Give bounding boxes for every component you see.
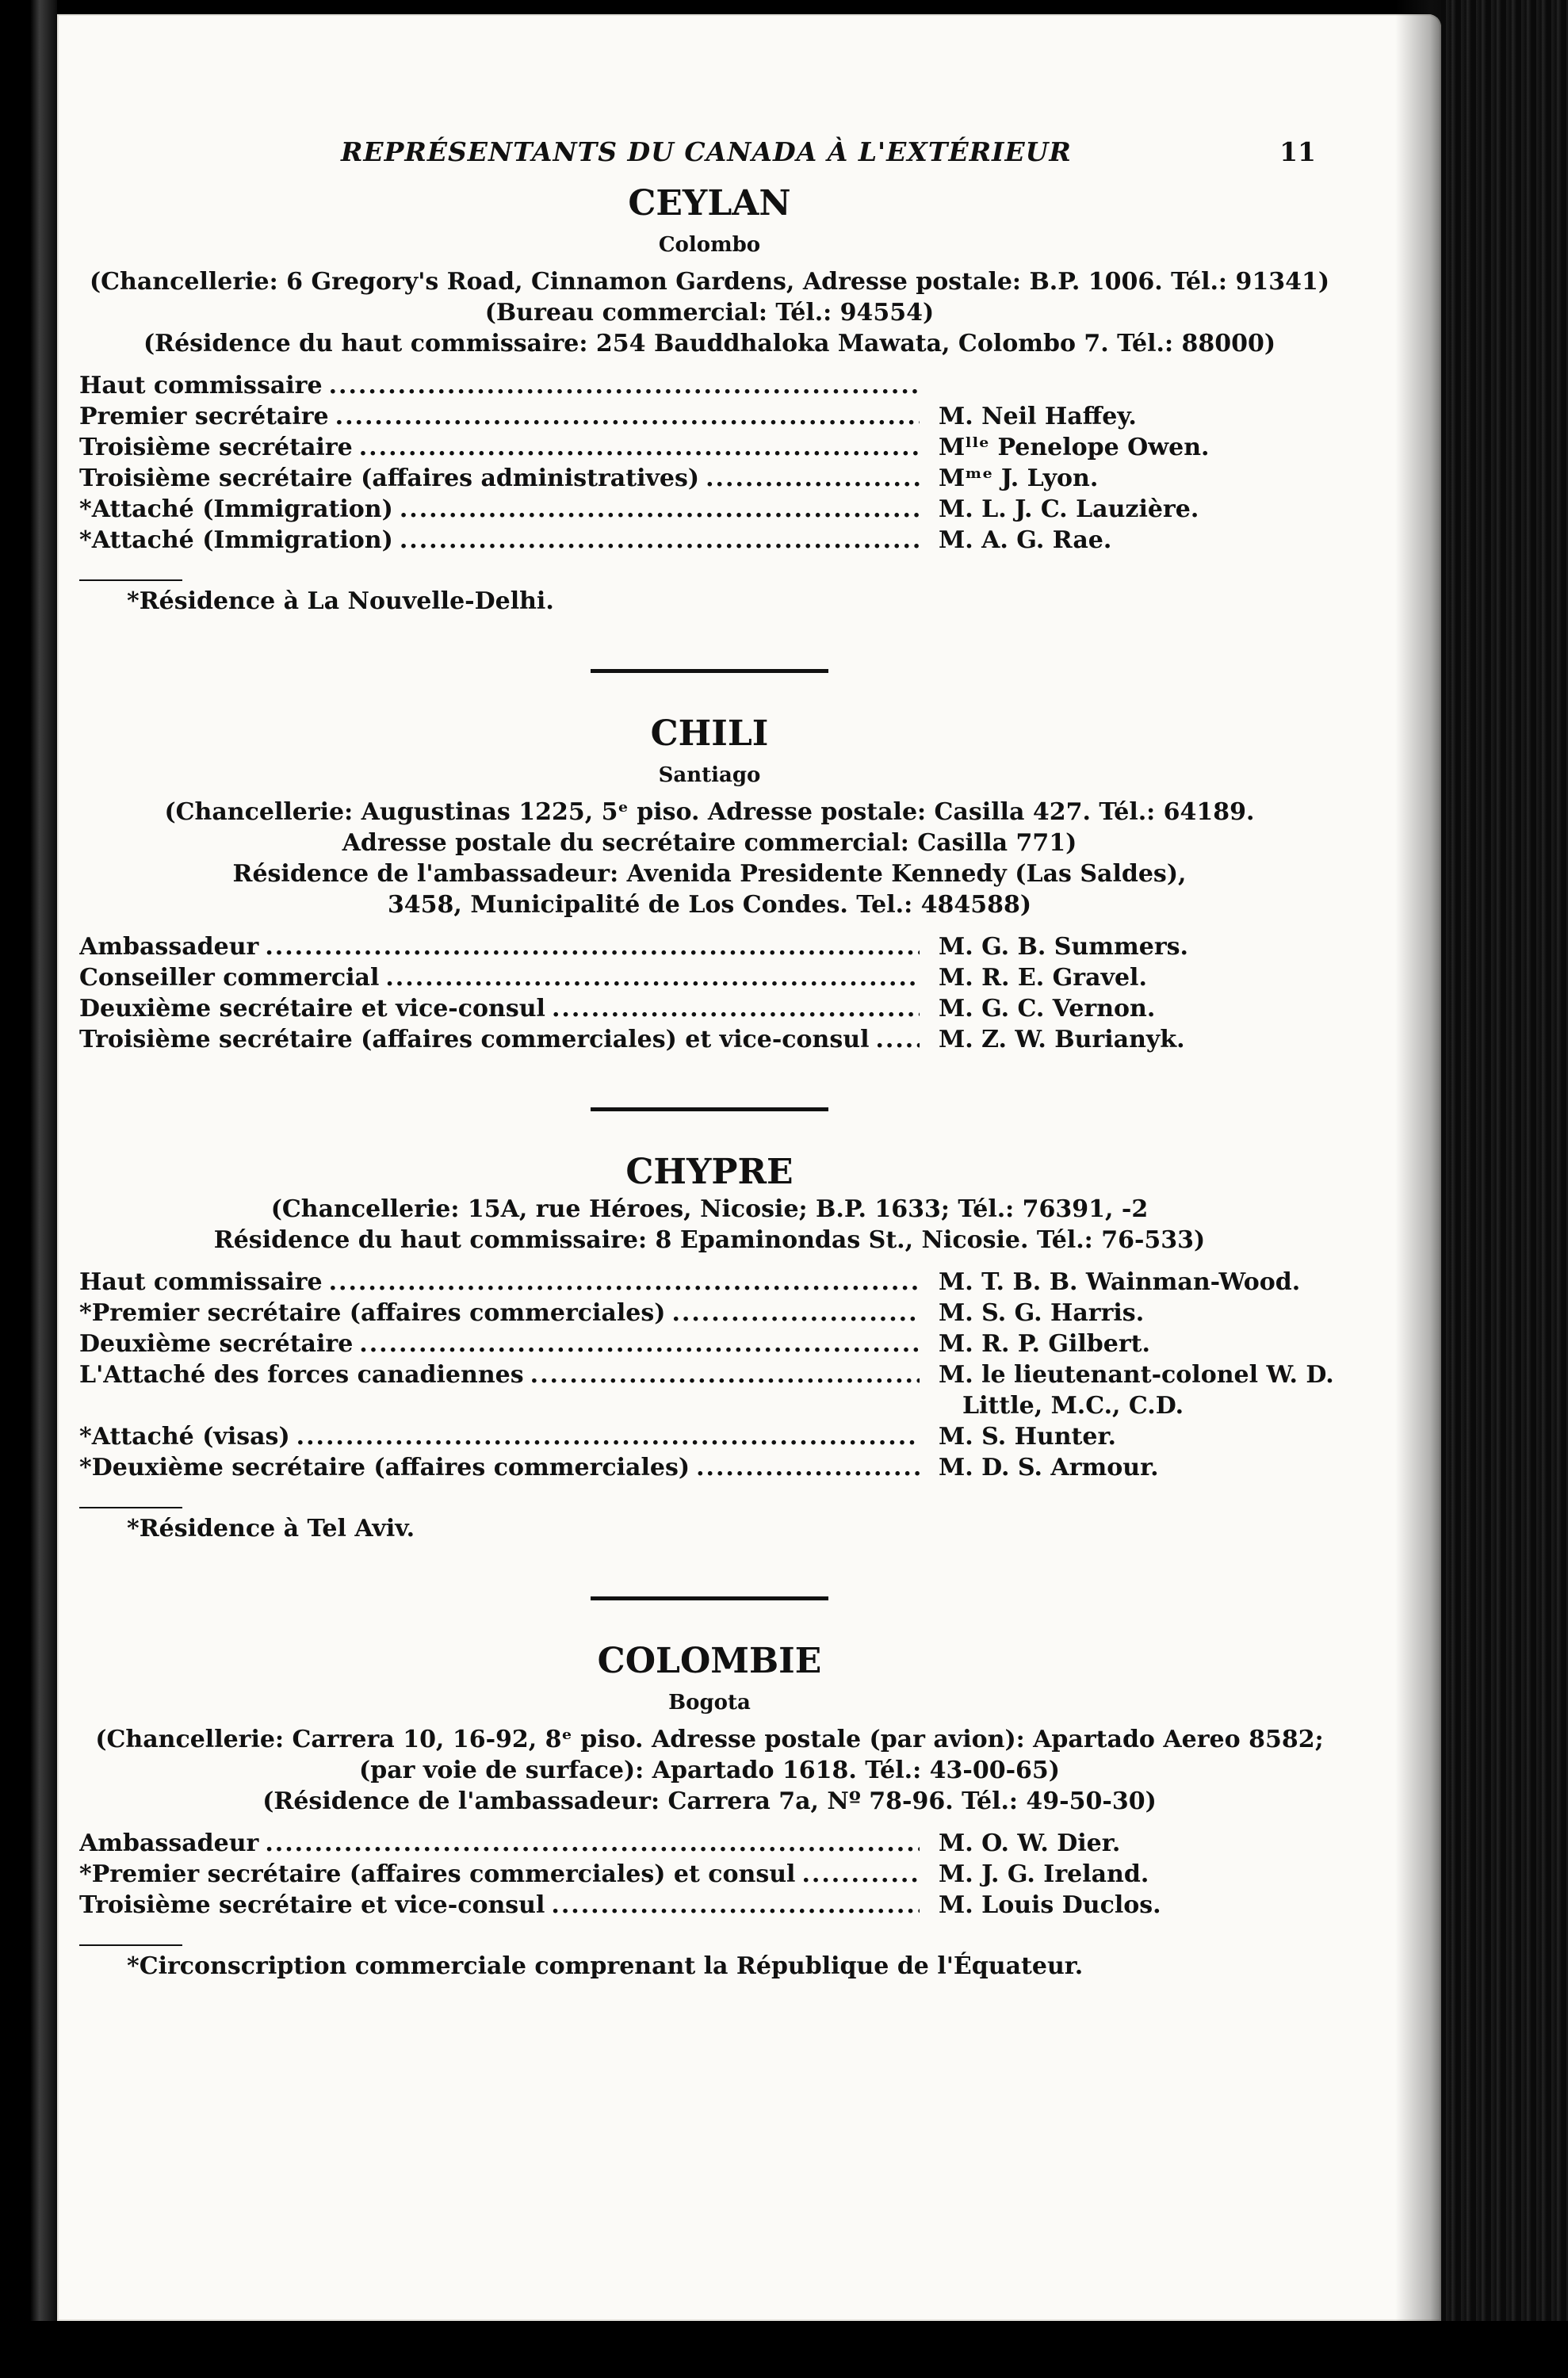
staff-row bbox=[79, 1859, 1340, 1890]
dot-leader bbox=[393, 494, 920, 525]
footnote-rule bbox=[79, 1507, 182, 1508]
staff-row bbox=[79, 993, 1340, 1024]
dot-leader bbox=[869, 1024, 920, 1055]
staff-title: Troisième secrétaire bbox=[79, 434, 353, 461]
staff-name: M. A. G. Rae. bbox=[939, 526, 1112, 554]
section-separator-rule bbox=[591, 669, 828, 673]
staff-name-cell bbox=[920, 1359, 1334, 1421]
staff-name-cell bbox=[920, 1421, 1116, 1452]
staff-name-cell bbox=[920, 525, 1111, 556]
staff-name-cell bbox=[920, 993, 1155, 1024]
footnote: *Résidence à Tel Aviv. bbox=[127, 1515, 415, 1543]
staff-title: Troisième secrétaire (affaires administratives) bbox=[79, 465, 700, 492]
staff-title-cell bbox=[79, 401, 920, 432]
staff-name: M. R. E. Gravel. bbox=[939, 964, 1147, 992]
staff-name-cell bbox=[920, 1890, 1161, 1921]
dot-leader bbox=[690, 1452, 920, 1483]
dot-leader bbox=[795, 1859, 920, 1890]
staff-title-cell bbox=[79, 370, 920, 401]
city-name: Bogota bbox=[668, 1691, 751, 1715]
country-heading: CHILI bbox=[650, 713, 769, 754]
address-line: 3458, Municipalité de Los Condes. Tel.: 484588) bbox=[387, 891, 1032, 919]
staff-row bbox=[79, 1452, 1340, 1483]
staff-name: M. J. G. Ireland. bbox=[939, 1860, 1149, 1888]
staff-name: M. L. J. C. Lauzière. bbox=[939, 495, 1199, 523]
city-name: Colombo bbox=[658, 233, 761, 257]
staff-name-cell bbox=[920, 463, 1098, 494]
staff-name-cell bbox=[920, 401, 1137, 432]
staff-name: M. R. P. Gilbert. bbox=[939, 1330, 1150, 1358]
staff-row bbox=[79, 1024, 1340, 1055]
dot-leader bbox=[524, 1359, 920, 1390]
address-line: (par voie de surface): Apartado 1618. Tél.: 43-00-65) bbox=[359, 1757, 1060, 1784]
staff-title-cell bbox=[79, 1329, 920, 1359]
staff-title: *Attaché (visas) bbox=[79, 1423, 290, 1451]
country-heading: COLOMBIE bbox=[597, 1641, 822, 1681]
staff-name: M. O. W. Dier. bbox=[939, 1829, 1121, 1857]
staff-name: M. Louis Duclos. bbox=[939, 1891, 1161, 1919]
address-line: Résidence de l'ambassadeur: Avenida Presidente Kennedy (Las Saldes), bbox=[232, 860, 1187, 888]
footnote-rule bbox=[79, 1944, 182, 1946]
staff-title: Haut commissaire bbox=[79, 372, 323, 400]
dot-leader bbox=[258, 931, 920, 962]
staff-row bbox=[79, 1890, 1340, 1921]
staff-row bbox=[79, 1421, 1340, 1452]
address-line: (Chancellerie: 6 Gregory's Road, Cinnamon Gardens, Adresse postale: B.P. 1006. Tél.: 91341) bbox=[89, 268, 1330, 296]
staff-list bbox=[79, 1828, 1340, 1921]
staff-list bbox=[79, 1267, 1340, 1483]
dot-leader bbox=[665, 1298, 920, 1329]
staff-title: Deuxième secrétaire bbox=[79, 1330, 354, 1358]
staff-title: Troisième secrétaire (affaires commerciales) et vice-consul bbox=[79, 1026, 870, 1053]
staff-list bbox=[79, 370, 1340, 556]
staff-row bbox=[79, 962, 1340, 993]
staff-name-continued: Little, M.C., C.D. bbox=[962, 1392, 1184, 1420]
dot-leader bbox=[323, 1267, 920, 1298]
staff-title: Conseiller commercial bbox=[79, 964, 380, 992]
staff-name-cell bbox=[920, 1267, 1300, 1298]
staff-row bbox=[79, 432, 1340, 463]
country-heading: CEYLAN bbox=[628, 183, 791, 224]
address-line: (Chancellerie: 15A, rue Héroes, Nicosie; B.P. 1633; Tél.: 76391, -2 bbox=[270, 1195, 1149, 1223]
country-section bbox=[79, 182, 1340, 617]
staff-title: Premier secrétaire bbox=[79, 403, 329, 430]
staff-row bbox=[79, 370, 1340, 401]
staff-title-cell bbox=[79, 1024, 920, 1055]
staff-title: *Premier secrétaire (affaires commerciales) et consul bbox=[79, 1860, 796, 1888]
staff-row bbox=[79, 494, 1340, 525]
staff-list bbox=[79, 931, 1340, 1055]
staff-title-cell bbox=[79, 463, 920, 494]
left-gutter-shadow bbox=[0, 0, 57, 2378]
dot-leader bbox=[699, 463, 920, 494]
staff-title-cell bbox=[79, 1267, 920, 1298]
country-heading: CHYPRE bbox=[625, 1152, 794, 1192]
dot-leader bbox=[323, 370, 920, 401]
staff-row bbox=[79, 401, 1340, 432]
staff-name-cell bbox=[920, 1024, 1185, 1055]
footnote-rule bbox=[79, 579, 182, 581]
staff-title: Deuxième secrétaire et vice-consul bbox=[79, 995, 545, 1023]
staff-name: Mᵐᵉ J. Lyon. bbox=[939, 465, 1099, 492]
bottom-border bbox=[0, 2321, 1568, 2378]
footnote: *Circonscription commerciale comprenant la République de l'Équateur. bbox=[127, 1952, 1084, 1980]
staff-title-cell bbox=[79, 525, 920, 556]
address-line: (Résidence de l'ambassadeur: Carrera 7a, Nº 78-96. Tél.: 49-50-30) bbox=[262, 1787, 1157, 1815]
staff-name: M. D. S. Armour. bbox=[939, 1454, 1159, 1481]
staff-row bbox=[79, 1329, 1340, 1359]
staff-title: *Deuxième secrétaire (affaires commerciales) bbox=[79, 1454, 690, 1481]
dot-leader bbox=[353, 1329, 920, 1359]
dot-leader bbox=[290, 1421, 920, 1452]
footnote: *Résidence à La Nouvelle-Delhi. bbox=[127, 587, 554, 615]
staff-row bbox=[79, 1359, 1340, 1421]
staff-row bbox=[79, 1298, 1340, 1329]
dot-leader bbox=[379, 962, 920, 993]
staff-name: M. Neil Haffey. bbox=[939, 403, 1137, 430]
address-line: (Chancellerie: Augustinas 1225, 5ᵉ piso. Adresse postale: Casilla 427. Tél.: 64189. bbox=[164, 798, 1255, 826]
staff-title-cell bbox=[79, 1359, 920, 1390]
section-separator-rule bbox=[591, 1596, 828, 1600]
staff-title: L'Attaché des forces canadiennes bbox=[79, 1361, 524, 1389]
staff-row bbox=[79, 525, 1340, 556]
country-section bbox=[79, 669, 1340, 1055]
staff-name: M. S. Hunter. bbox=[939, 1423, 1116, 1451]
dot-leader bbox=[329, 401, 920, 432]
country-section bbox=[79, 1107, 1340, 1544]
staff-name-cell bbox=[920, 432, 1209, 463]
country-sections bbox=[79, 182, 1340, 1982]
staff-name: M. G. B. Summers. bbox=[939, 933, 1188, 961]
running-head-title: REPRÉSENTANTS DU CANADA À L'EXTÉRIEUR bbox=[341, 136, 1072, 167]
staff-title: Ambassadeur bbox=[79, 933, 259, 961]
address-line: (Chancellerie: Carrera 10, 16-92, 8ᵉ piso. Adresse postale (par avion): Apartado Aereo 8582; bbox=[95, 1726, 1324, 1753]
staff-title-cell bbox=[79, 931, 920, 962]
address-line: (Résidence du haut commissaire: 254 Bauddhaloka Mawata, Colombo 7. Tél.: 88000) bbox=[143, 330, 1276, 357]
staff-row bbox=[79, 1267, 1340, 1298]
address-line: (Bureau commercial: Tél.: 94554) bbox=[484, 299, 935, 327]
staff-title: *Premier secrétaire (affaires commerciales) bbox=[79, 1299, 666, 1327]
section-separator-rule bbox=[591, 1107, 828, 1111]
staff-name: M. S. G. Harris. bbox=[939, 1299, 1145, 1327]
address-line: Adresse postale du secrétaire commercial: Casilla 771) bbox=[342, 829, 1077, 857]
running-head bbox=[79, 135, 1340, 182]
staff-name: M. Z. W. Burianyk. bbox=[939, 1026, 1185, 1053]
staff-title-cell bbox=[79, 1421, 920, 1452]
staff-title-cell bbox=[79, 1828, 920, 1859]
staff-name-cell bbox=[920, 1859, 1149, 1890]
staff-name-cell bbox=[920, 1329, 1150, 1359]
staff-name-cell bbox=[920, 494, 1199, 525]
staff-title: Ambassadeur bbox=[79, 1829, 259, 1857]
staff-name-cell bbox=[920, 931, 1188, 962]
staff-title-cell bbox=[79, 1859, 920, 1890]
staff-name-cell bbox=[920, 1452, 1159, 1483]
page-content bbox=[79, 135, 1340, 1982]
staff-title: Troisième secrétaire et vice-consul bbox=[79, 1891, 545, 1919]
staff-title-cell bbox=[79, 494, 920, 525]
staff-row bbox=[79, 931, 1340, 962]
dot-leader bbox=[393, 525, 920, 556]
staff-name: M. le lieutenant-colonel W. D. bbox=[939, 1361, 1334, 1389]
staff-title: *Attaché (Immigration) bbox=[79, 495, 393, 523]
staff-name-cell bbox=[920, 962, 1147, 993]
dot-leader bbox=[545, 993, 920, 1024]
staff-title: *Attaché (Immigration) bbox=[79, 526, 393, 554]
staff-title-cell bbox=[79, 432, 920, 463]
staff-name: M. T. B. B. Wainman-Wood. bbox=[939, 1268, 1301, 1296]
staff-title-cell bbox=[79, 1452, 920, 1483]
staff-row bbox=[79, 1828, 1340, 1859]
dot-leader bbox=[353, 432, 920, 463]
dot-leader bbox=[545, 1890, 920, 1921]
page-number: 11 bbox=[1279, 136, 1316, 167]
staff-name: M. G. C. Vernon. bbox=[939, 995, 1156, 1023]
address-line: Résidence du haut commissaire: 8 Epaminondas St., Nicosie. Tél.: 76-533) bbox=[213, 1226, 1206, 1254]
staff-name-cell bbox=[920, 1828, 1120, 1859]
staff-name-cell bbox=[920, 1298, 1144, 1329]
staff-title-cell bbox=[79, 993, 920, 1024]
staff-title-cell bbox=[79, 962, 920, 993]
staff-title: Haut commissaire bbox=[79, 1268, 323, 1296]
staff-title-cell bbox=[79, 1890, 920, 1921]
city-name: Santiago bbox=[658, 763, 761, 787]
staff-row bbox=[79, 463, 1340, 494]
dot-leader bbox=[258, 1828, 920, 1859]
staff-name: Mˡˡᵉ Penelope Owen. bbox=[939, 434, 1210, 461]
book-spine-edges bbox=[1441, 0, 1568, 2378]
staff-title-cell bbox=[79, 1298, 920, 1329]
country-section bbox=[79, 1596, 1340, 1982]
